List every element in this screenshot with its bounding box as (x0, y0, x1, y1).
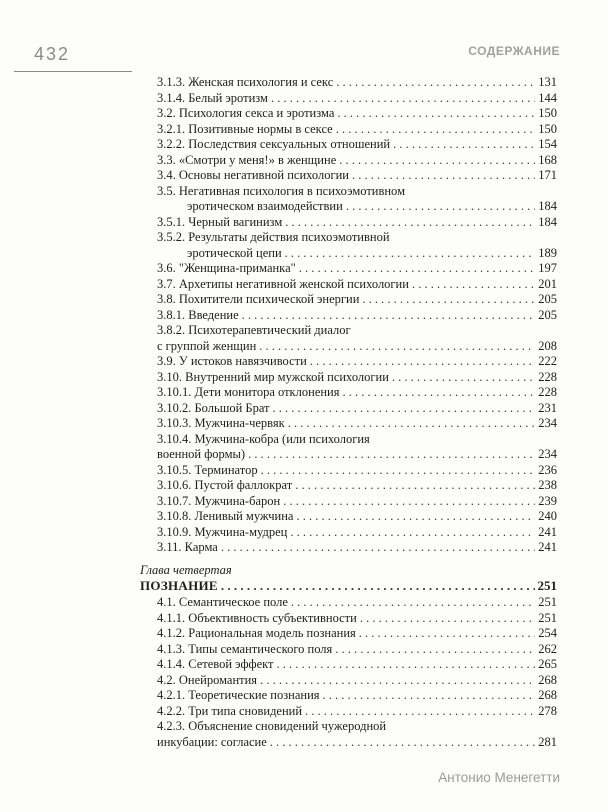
leader-dots (296, 509, 535, 525)
toc-entry-title: 3.10.8. Ленивый мужчина (157, 509, 294, 523)
toc-entry-title-line2: с группой женщин (157, 338, 257, 353)
leader-dots (359, 626, 535, 642)
toc-entry (157, 153, 557, 169)
toc-entry-title: 3.6. "Женщина-приманка" (157, 261, 296, 275)
leader-dots (261, 463, 536, 479)
toc-entry-title: 4.2.1. Теоретические познания (157, 688, 320, 702)
leader-dots (285, 215, 535, 231)
chapter-title: ПОЗНАНИЕ (140, 578, 218, 593)
chapter4-entries (157, 595, 557, 750)
leader-dots (273, 401, 536, 417)
toc-entry-title: 3.7. Архетипы негативной женской психологии (157, 276, 409, 291)
toc-entry-title: 3.5.1. Черный вагинизм (157, 214, 283, 229)
toc-entry-title: 3.10.2. Большой Брат (157, 400, 270, 415)
leader-dots (360, 611, 535, 627)
toc-entry (157, 478, 557, 494)
toc-entry-title: 4.1. Семантическое поле (157, 595, 288, 609)
toc-entry (157, 735, 557, 751)
leader-dots (283, 494, 535, 510)
toc-entry-title: 4.1.1. Объективность субъективности (157, 610, 357, 625)
leader-dots (299, 261, 536, 277)
toc-entry (157, 494, 557, 510)
toc-entry-title: 3.2.2. Последствия сексуальных отношений (157, 137, 391, 151)
leader-dots (277, 657, 536, 673)
toc-entry (157, 246, 557, 262)
toc-entry (157, 354, 557, 370)
toc-entry-page: 228 (538, 385, 557, 399)
toc-entry-page: 154 (538, 137, 557, 151)
leader-dots (352, 168, 535, 184)
toc-entry-page: 251 (538, 610, 557, 625)
toc-entry-title: 3.2.1. Позитивные нормы в сексе (157, 121, 333, 136)
leader-dots (221, 540, 535, 556)
toc-entry-page: 205 (538, 292, 557, 306)
toc-entry-page: 239 (538, 493, 557, 508)
leader-dots (343, 385, 536, 401)
toc-entry-title: 4.2. Онейромантия (157, 672, 258, 687)
toc-entry (157, 75, 557, 91)
toc-entry (157, 463, 557, 479)
leader-dots (260, 673, 535, 689)
toc-entry-page: 234 (538, 416, 557, 430)
toc-entry-title-line1: 3.10.4. Мужчина-кобра (или психология (157, 431, 370, 446)
section-title: СОДЕРЖАНИЕ (468, 44, 560, 58)
leader-dots (310, 354, 535, 370)
toc-entry-page: 278 (538, 703, 557, 718)
toc-entry-page: 241 (538, 524, 557, 539)
toc-entry (157, 308, 557, 324)
toc-entry-page: 281 (538, 734, 557, 749)
leader-dots (392, 370, 535, 386)
toc-entry-page: 251 (537, 578, 557, 593)
leader-dots (288, 416, 536, 432)
toc-entry-page: 184 (538, 199, 557, 213)
toc-entry-title: 3.8. Похитители психической энергии (157, 292, 360, 306)
toc-entry-page: 131 (538, 75, 557, 89)
leader-dots (271, 91, 535, 107)
toc-entry-title: 3.1.4. Белый эротизм (157, 90, 268, 105)
toc-entry-page: 231 (538, 400, 557, 415)
toc-entry (157, 168, 557, 184)
leader-dots (336, 75, 535, 91)
toc-entry-title: 3.10. Внутренний мир мужской психологии (157, 369, 389, 384)
toc-entry-page: 251 (538, 595, 557, 609)
toc-entry-page: 234 (538, 447, 557, 461)
toc-entry-title: 4.2.2. Три типа сновидений (157, 703, 303, 718)
author-footer: Антонио Менегетти (438, 770, 560, 785)
toc-entry (157, 525, 557, 541)
toc-entry-page: 171 (538, 168, 557, 182)
toc-entry-page: 150 (538, 106, 557, 120)
toc-entry-title-line2: военной формы) (157, 447, 246, 461)
toc-entry (157, 688, 557, 704)
toc-entry-title: 3.10.9. Мужчина-мудрец (157, 524, 288, 539)
toc-entry-title-line2: эротической цепи (187, 245, 282, 260)
toc-entry-title: 3.11. Карма (157, 540, 218, 554)
toc-entry-title-line2: эротическом взаимодействии (187, 199, 343, 213)
toc-entry-title: 3.1.3. Женская психология и секс (157, 75, 334, 89)
toc-entry-title: 3.4. Основы негативной психологии (157, 168, 349, 182)
toc-entry (157, 642, 557, 658)
leader-dots (248, 447, 535, 463)
toc-entry-title: 3.10.5. Терминатор (157, 462, 258, 477)
toc-entry (157, 611, 557, 627)
leader-dots (290, 525, 535, 541)
leader-dots (412, 277, 535, 293)
toc-entry-title: 3.10.7. Мужчина-барон (157, 493, 281, 508)
toc-entry (157, 339, 557, 355)
toc-entry (157, 509, 557, 525)
toc-entry-page: 201 (538, 276, 557, 291)
toc-entry-title-line1: 3.5.2. Результаты действия психоэмотивной (157, 230, 390, 244)
toc-entry (157, 401, 557, 417)
toc-entry-page: 262 (538, 641, 557, 656)
toc-entry-title-line1: 3.5. Негативная психология в психоэмотивном (157, 183, 405, 198)
toc-entry (157, 277, 557, 293)
toc-entry-page: 268 (538, 672, 557, 687)
toc-entry (157, 657, 557, 673)
toc-entry (157, 704, 557, 720)
toc-entry (157, 447, 557, 463)
leader-dots (259, 339, 535, 355)
toc-entry (157, 122, 557, 138)
toc-entry (157, 91, 557, 107)
toc-entry (157, 416, 557, 432)
toc-entry (157, 215, 557, 231)
toc-entry-page: 265 (538, 657, 557, 671)
toc-entry-page: 184 (538, 214, 557, 229)
toc-entry (157, 540, 557, 556)
leader-dots (270, 735, 535, 751)
toc-entry-page: 254 (538, 626, 557, 640)
page-number: 432 (34, 44, 71, 64)
leader-dots (295, 478, 535, 494)
chapter-block (140, 563, 557, 594)
toc-entry-title: 4.1.4. Сетевой эффект (157, 657, 274, 671)
toc-entry-page: 197 (538, 261, 557, 275)
leader-dots (285, 246, 536, 262)
toc-entry-page: 222 (538, 354, 557, 368)
toc-entry-title: 4.1.2. Рациональная модель познания (157, 626, 356, 640)
toc-entry-title-line2: инкубации: согласие (157, 734, 267, 749)
toc-entry-page: 228 (538, 369, 557, 384)
toc-entry (157, 137, 557, 153)
toc-entry-page: 236 (538, 462, 557, 477)
chapter-label: Глава четвертая (140, 563, 232, 577)
toc-entry-title: 3.3. «Смотри у меня!» в женщине (157, 152, 337, 167)
toc-entry (157, 106, 557, 122)
toc-entry-page: 168 (538, 152, 557, 167)
toc-entry-page: 150 (538, 121, 557, 136)
leader-dots (339, 153, 535, 169)
table-of-contents (157, 75, 557, 556)
leader-dots (335, 642, 535, 658)
toc-entry-page: 240 (538, 509, 557, 523)
toc-entry (157, 261, 557, 277)
toc-entry (157, 626, 557, 642)
leader-dots (337, 106, 535, 122)
chapter-entry (140, 578, 557, 594)
leader-dots (336, 122, 536, 138)
leader-dots (291, 595, 535, 611)
toc-entry (157, 385, 557, 401)
toc-entry-page: 268 (538, 688, 557, 702)
leader-dots (242, 308, 536, 324)
toc-entry (157, 595, 557, 611)
toc-entry-page: 208 (538, 338, 557, 353)
leader-dots (346, 199, 535, 215)
toc-entry-title: 3.10.3. Мужчина-червяк (157, 416, 285, 430)
toc-entry-page: 144 (538, 90, 557, 105)
leader-dots (305, 704, 535, 720)
toc-entry (157, 199, 557, 215)
leader-dots (323, 688, 536, 704)
toc-entry-title: 4.1.3. Типы семантического поля (157, 641, 333, 656)
toc-entry-title: 3.9. У истоков навязчивости (157, 354, 307, 368)
toc-entry-title: 3.2. Психология секса и эротизма (157, 106, 335, 120)
toc-entry (157, 673, 557, 689)
leader-dots (393, 137, 535, 153)
toc-entry-title-line1: 4.2.3. Объяснение сновидений чужеродной (157, 719, 387, 733)
leader-dots (221, 578, 535, 594)
toc-entry (157, 292, 557, 308)
toc-entry-title: 3.10.6. Пустой фаллократ (157, 478, 293, 492)
header-rule (14, 71, 132, 72)
toc-entry-title: 3.8.1. Введение (157, 307, 239, 322)
toc-entry-title: 3.10.1. Дети монитора отклонения (157, 385, 340, 399)
toc-entry (157, 370, 557, 386)
toc-entry-page: 189 (538, 245, 557, 260)
toc-entry-title-line1: 3.8.2. Психотерапевтический диалог (157, 323, 351, 337)
toc-entry-page: 205 (538, 307, 557, 322)
toc-entry-page: 241 (538, 540, 557, 554)
toc-entry-page: 238 (538, 478, 557, 492)
leader-dots (362, 292, 535, 308)
